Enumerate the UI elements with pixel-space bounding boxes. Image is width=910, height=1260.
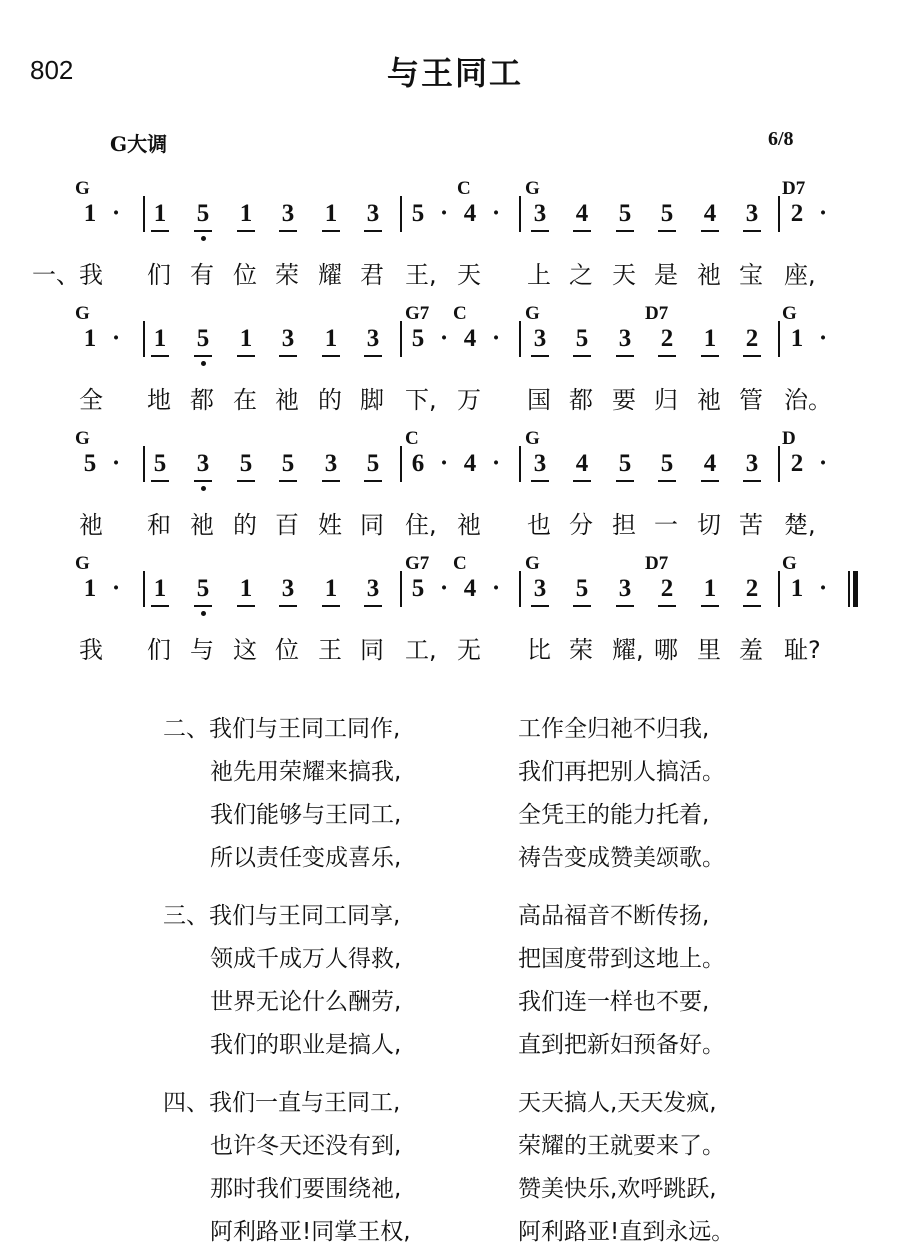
lyric-syllable: 比 bbox=[527, 636, 551, 664]
note: 1 bbox=[83, 325, 97, 352]
verse-line-left: 二、我们与王同工同作, bbox=[163, 716, 401, 742]
verse-line-left: 所以责任变成喜乐, bbox=[210, 845, 402, 871]
note: 3 bbox=[324, 450, 338, 477]
note-underline bbox=[237, 605, 255, 607]
note: 3 bbox=[533, 575, 547, 602]
note-underline bbox=[658, 355, 676, 357]
chord-symbol: G bbox=[75, 428, 90, 449]
note: 5 bbox=[153, 450, 167, 477]
lyric-syllable: 都 bbox=[569, 386, 593, 414]
duration-dot: · bbox=[111, 450, 121, 477]
note: 3 bbox=[745, 450, 759, 477]
note-underline bbox=[743, 605, 761, 607]
verse-line-left: 我们的职业是搞人, bbox=[210, 1032, 402, 1058]
low-octave-dot bbox=[201, 486, 206, 491]
verse-line-right: 阿利路亚!直到永远。 bbox=[518, 1219, 735, 1245]
note-underline bbox=[279, 230, 297, 232]
verse-line-left: 领成千成万人得救, bbox=[210, 946, 402, 972]
note: 1 bbox=[239, 200, 253, 227]
lyric-syllable: 全 bbox=[79, 386, 103, 414]
note-underline bbox=[151, 480, 169, 482]
chord-symbol: G bbox=[525, 553, 540, 574]
verse-line-left: 祂先用荣耀来搞我, bbox=[210, 759, 402, 785]
verse-line-right: 我们连一样也不要, bbox=[518, 989, 710, 1015]
note: 3 bbox=[281, 200, 295, 227]
verse-line-left: 也许冬天还没有到, bbox=[210, 1133, 402, 1159]
chord-symbol: G bbox=[525, 428, 540, 449]
note-underline bbox=[322, 355, 340, 357]
note: 5 bbox=[411, 575, 425, 602]
verse-line-left: 世界无论什么酬劳, bbox=[210, 989, 402, 1015]
lyric-syllable: 上 bbox=[527, 261, 551, 289]
verse-line-right: 荣耀的王就要来了。 bbox=[518, 1133, 725, 1159]
lyric-syllable: 都 bbox=[190, 386, 214, 414]
note-underline bbox=[743, 230, 761, 232]
note-underline bbox=[701, 230, 719, 232]
lyric-syllable: 是 bbox=[654, 261, 678, 289]
verse-line-right: 工作全归祂不归我, bbox=[518, 716, 710, 742]
note-underline bbox=[573, 605, 591, 607]
lyric-syllable: 工, bbox=[405, 636, 437, 664]
note-underline bbox=[658, 480, 676, 482]
bar-line bbox=[143, 446, 145, 482]
lyric-syllable: 无 bbox=[457, 636, 481, 664]
verse-line-right: 全凭王的能力托着, bbox=[518, 802, 710, 828]
note: 4 bbox=[463, 450, 477, 477]
note-underline bbox=[279, 480, 297, 482]
note: 5 bbox=[618, 200, 632, 227]
note: 3 bbox=[281, 325, 295, 352]
note-underline bbox=[531, 480, 549, 482]
note: 2 bbox=[745, 325, 759, 352]
note: 2 bbox=[660, 575, 674, 602]
lyric-syllable: 切 bbox=[697, 511, 721, 539]
chord-symbol: G bbox=[75, 178, 90, 199]
note: 1 bbox=[703, 325, 717, 352]
chord-symbol: G bbox=[782, 553, 797, 574]
duration-dot: · bbox=[111, 575, 121, 602]
duration-dot: · bbox=[439, 450, 449, 477]
note: 1 bbox=[153, 575, 167, 602]
lyric-syllable: 们 bbox=[147, 261, 171, 289]
duration-dot: · bbox=[111, 325, 121, 352]
note: 5 bbox=[281, 450, 295, 477]
note-underline bbox=[743, 355, 761, 357]
note: 3 bbox=[618, 325, 632, 352]
note: 5 bbox=[660, 200, 674, 227]
lyric-syllable: 的 bbox=[318, 386, 342, 414]
lyric-syllable: 下, bbox=[405, 386, 437, 414]
chord-symbol: G7 bbox=[405, 303, 430, 324]
note-underline bbox=[194, 480, 212, 482]
verse-line-right: 把国度带到这地上。 bbox=[518, 946, 725, 972]
lyric-syllable: 这 bbox=[233, 636, 257, 664]
note: 4 bbox=[575, 200, 589, 227]
note: 3 bbox=[533, 325, 547, 352]
note-underline bbox=[616, 480, 634, 482]
page-title: 与王同工 bbox=[386, 54, 523, 92]
note: 1 bbox=[324, 325, 338, 352]
lyric-syllable: 荣 bbox=[275, 261, 299, 289]
note: 1 bbox=[153, 325, 167, 352]
bar-line bbox=[400, 571, 402, 607]
chord-symbol: G bbox=[525, 178, 540, 199]
note: 4 bbox=[703, 200, 717, 227]
bar-line bbox=[519, 571, 521, 607]
note-underline bbox=[322, 480, 340, 482]
note-underline bbox=[701, 355, 719, 357]
lyric-syllable: 分 bbox=[569, 511, 593, 539]
lyric-syllable: 治。 bbox=[784, 386, 832, 414]
lyric-syllable: 苦 bbox=[739, 511, 763, 539]
note: 2 bbox=[745, 575, 759, 602]
note: 1 bbox=[790, 325, 804, 352]
note-underline bbox=[322, 230, 340, 232]
note-underline bbox=[364, 480, 382, 482]
lyric-syllable: 国 bbox=[527, 386, 551, 414]
chord-symbol: G bbox=[75, 303, 90, 324]
lyric-syllable: 的 bbox=[233, 511, 257, 539]
chord-symbol: C bbox=[453, 553, 467, 574]
lyric-syllable: 里 bbox=[697, 636, 721, 664]
note-underline bbox=[531, 355, 549, 357]
low-octave-dot bbox=[201, 611, 206, 616]
key-signature: G大调 bbox=[110, 132, 168, 156]
lyric-syllable: 祂 bbox=[697, 261, 721, 289]
duration-dot: · bbox=[818, 575, 828, 602]
note-underline bbox=[743, 480, 761, 482]
lyric-syllable: 地 bbox=[147, 386, 171, 414]
lyric-syllable: 楚, bbox=[784, 511, 816, 539]
note-underline bbox=[237, 480, 255, 482]
final-bar-line bbox=[848, 571, 850, 607]
lyric-syllable: 之 bbox=[569, 261, 593, 289]
note-underline bbox=[573, 355, 591, 357]
note: 3 bbox=[366, 325, 380, 352]
low-octave-dot bbox=[201, 236, 206, 241]
lyric-syllable: 我 bbox=[79, 261, 103, 289]
note: 5 bbox=[411, 325, 425, 352]
note-underline bbox=[573, 230, 591, 232]
note: 5 bbox=[196, 575, 210, 602]
lyric-syllable: 有 bbox=[190, 261, 214, 289]
note: 5 bbox=[575, 575, 589, 602]
note-underline bbox=[531, 605, 549, 607]
note-underline bbox=[151, 355, 169, 357]
verse-line-right: 直到把新妇预备好。 bbox=[518, 1032, 725, 1058]
duration-dot: · bbox=[491, 200, 501, 227]
lyric-syllable: 要 bbox=[612, 386, 636, 414]
lyric-syllable: 和 bbox=[147, 511, 171, 539]
lyric-syllable: 百 bbox=[275, 511, 299, 539]
note-underline bbox=[279, 605, 297, 607]
low-octave-dot bbox=[201, 361, 206, 366]
time-signature: 6/8 bbox=[768, 128, 794, 150]
note: 5 bbox=[411, 200, 425, 227]
lyric-syllable: 位 bbox=[233, 261, 257, 289]
bar-line bbox=[519, 321, 521, 357]
duration-dot: · bbox=[439, 200, 449, 227]
hymn-number: 802 bbox=[30, 55, 74, 85]
note: 3 bbox=[745, 200, 759, 227]
verse-line-left: 我们能够与王同工, bbox=[210, 802, 402, 828]
note-underline bbox=[194, 230, 212, 232]
bar-line bbox=[400, 446, 402, 482]
duration-dot: · bbox=[491, 575, 501, 602]
verse-line-left: 三、我们与王同工同享, bbox=[163, 903, 401, 929]
lyric-syllable: 耀, bbox=[612, 636, 644, 664]
chord-symbol: G7 bbox=[405, 553, 430, 574]
lyric-syllable: 姓 bbox=[318, 511, 342, 539]
verse-line-right: 高品福音不断传扬, bbox=[518, 903, 710, 929]
chord-symbol: G bbox=[75, 553, 90, 574]
bar-line bbox=[143, 571, 145, 607]
note: 5 bbox=[575, 325, 589, 352]
note-underline bbox=[531, 230, 549, 232]
note-underline bbox=[701, 480, 719, 482]
chord-symbol: D7 bbox=[782, 178, 806, 199]
lyric-syllable: 同 bbox=[360, 636, 384, 664]
lyric-syllable: 住, bbox=[405, 511, 437, 539]
note-underline bbox=[364, 355, 382, 357]
verse-line-left: 四、我们一直与王同工, bbox=[163, 1090, 401, 1116]
chord-symbol: D bbox=[782, 428, 796, 449]
note-underline bbox=[616, 230, 634, 232]
note: 1 bbox=[83, 200, 97, 227]
lyric-syllable: 脚 bbox=[360, 386, 384, 414]
note-underline bbox=[279, 355, 297, 357]
note: 4 bbox=[463, 325, 477, 352]
lyric-syllable: 管 bbox=[739, 386, 763, 414]
final-bar-line bbox=[853, 571, 858, 607]
lyric-syllable: 耀 bbox=[318, 261, 342, 289]
bar-line bbox=[400, 321, 402, 357]
bar-line bbox=[519, 196, 521, 232]
lyric-syllable: 祂 bbox=[190, 511, 214, 539]
chord-symbol: D7 bbox=[645, 553, 669, 574]
note: 3 bbox=[533, 450, 547, 477]
note-underline bbox=[194, 605, 212, 607]
note: 4 bbox=[575, 450, 589, 477]
note: 1 bbox=[239, 575, 253, 602]
note: 1 bbox=[324, 575, 338, 602]
note-underline bbox=[364, 605, 382, 607]
duration-dot: · bbox=[818, 450, 828, 477]
verse-line-left: 阿利路亚!同掌王权, bbox=[210, 1219, 411, 1245]
lyric-syllable: 归 bbox=[654, 386, 678, 414]
verse-number: 一、 bbox=[32, 261, 80, 289]
lyric-syllable: 祂 bbox=[275, 386, 299, 414]
note: 3 bbox=[618, 575, 632, 602]
verse-line-right: 祷告变成赞美颂歌。 bbox=[518, 845, 725, 871]
note: 2 bbox=[660, 325, 674, 352]
note: 1 bbox=[703, 575, 717, 602]
note: 5 bbox=[366, 450, 380, 477]
duration-dot: · bbox=[439, 575, 449, 602]
verse-line-right: 赞美快乐,欢呼跳跃, bbox=[518, 1176, 717, 1202]
note: 5 bbox=[196, 200, 210, 227]
lyric-syllable: 耻? bbox=[784, 636, 821, 664]
lyric-syllable: 也 bbox=[527, 511, 551, 539]
lyric-syllable: 祂 bbox=[457, 511, 481, 539]
note-underline bbox=[573, 480, 591, 482]
duration-dot: · bbox=[818, 200, 828, 227]
verse-line-right: 天天搞人,天天发疯, bbox=[518, 1090, 717, 1116]
lyric-syllable: 与 bbox=[190, 636, 214, 664]
duration-dot: · bbox=[491, 325, 501, 352]
lyric-syllable: 王, bbox=[405, 261, 437, 289]
lyric-syllable: 宝 bbox=[739, 261, 763, 289]
lyric-syllable: 一 bbox=[654, 511, 678, 539]
chord-symbol: G bbox=[782, 303, 797, 324]
bar-line bbox=[143, 196, 145, 232]
note-underline bbox=[194, 355, 212, 357]
lyric-syllable: 同 bbox=[360, 511, 384, 539]
note: 4 bbox=[463, 575, 477, 602]
chord-symbol: C bbox=[453, 303, 467, 324]
note: 3 bbox=[366, 575, 380, 602]
bar-line bbox=[778, 321, 780, 357]
lyric-syllable: 我 bbox=[79, 636, 103, 664]
lyric-syllable: 君 bbox=[360, 261, 384, 289]
note-underline bbox=[151, 605, 169, 607]
chord-symbol: C bbox=[405, 428, 419, 449]
chord-symbol: G bbox=[525, 303, 540, 324]
lyric-syllable: 位 bbox=[275, 636, 299, 664]
duration-dot: · bbox=[439, 325, 449, 352]
note: 2 bbox=[790, 200, 804, 227]
chord-symbol: C bbox=[457, 178, 471, 199]
verse-line-right: 我们再把别人搞活。 bbox=[518, 759, 725, 785]
note-underline bbox=[322, 605, 340, 607]
lyric-syllable: 座, bbox=[784, 261, 816, 289]
note: 5 bbox=[83, 450, 97, 477]
note: 1 bbox=[83, 575, 97, 602]
lyric-syllable: 祂 bbox=[697, 386, 721, 414]
duration-dot: · bbox=[491, 450, 501, 477]
note-underline bbox=[364, 230, 382, 232]
note: 5 bbox=[196, 325, 210, 352]
note-underline bbox=[616, 355, 634, 357]
note: 1 bbox=[790, 575, 804, 602]
note-underline bbox=[237, 355, 255, 357]
note: 5 bbox=[618, 450, 632, 477]
bar-line bbox=[778, 571, 780, 607]
note: 3 bbox=[281, 575, 295, 602]
note: 3 bbox=[533, 200, 547, 227]
verse-line-left: 那时我们要围绕祂, bbox=[210, 1176, 402, 1202]
lyric-syllable: 万 bbox=[457, 386, 481, 414]
note-underline bbox=[151, 230, 169, 232]
lyric-syllable: 祂 bbox=[79, 511, 103, 539]
note: 3 bbox=[196, 450, 210, 477]
note: 5 bbox=[660, 450, 674, 477]
lyric-syllable: 担 bbox=[612, 511, 636, 539]
lyric-syllable: 哪 bbox=[654, 636, 678, 664]
note: 2 bbox=[790, 450, 804, 477]
note: 6 bbox=[411, 450, 425, 477]
lyric-syllable: 们 bbox=[147, 636, 171, 664]
note-underline bbox=[658, 605, 676, 607]
bar-line bbox=[778, 196, 780, 232]
note: 4 bbox=[703, 450, 717, 477]
duration-dot: · bbox=[111, 200, 121, 227]
bar-line bbox=[400, 196, 402, 232]
lyric-syllable: 王 bbox=[318, 636, 342, 664]
note: 1 bbox=[324, 200, 338, 227]
note: 4 bbox=[463, 200, 477, 227]
note-underline bbox=[701, 605, 719, 607]
bar-line bbox=[519, 446, 521, 482]
bar-line bbox=[778, 446, 780, 482]
note-underline bbox=[658, 230, 676, 232]
duration-dot: · bbox=[818, 325, 828, 352]
bar-line bbox=[143, 321, 145, 357]
note-underline bbox=[237, 230, 255, 232]
lyric-syllable: 羞 bbox=[739, 636, 763, 664]
lyric-syllable: 天 bbox=[612, 261, 636, 289]
lyric-syllable: 荣 bbox=[569, 636, 593, 664]
note-underline bbox=[616, 605, 634, 607]
note: 1 bbox=[239, 325, 253, 352]
lyric-syllable: 在 bbox=[233, 386, 257, 414]
lyric-syllable: 天 bbox=[457, 261, 481, 289]
chord-symbol: D7 bbox=[645, 303, 669, 324]
note: 1 bbox=[153, 200, 167, 227]
note: 5 bbox=[239, 450, 253, 477]
note: 3 bbox=[366, 200, 380, 227]
